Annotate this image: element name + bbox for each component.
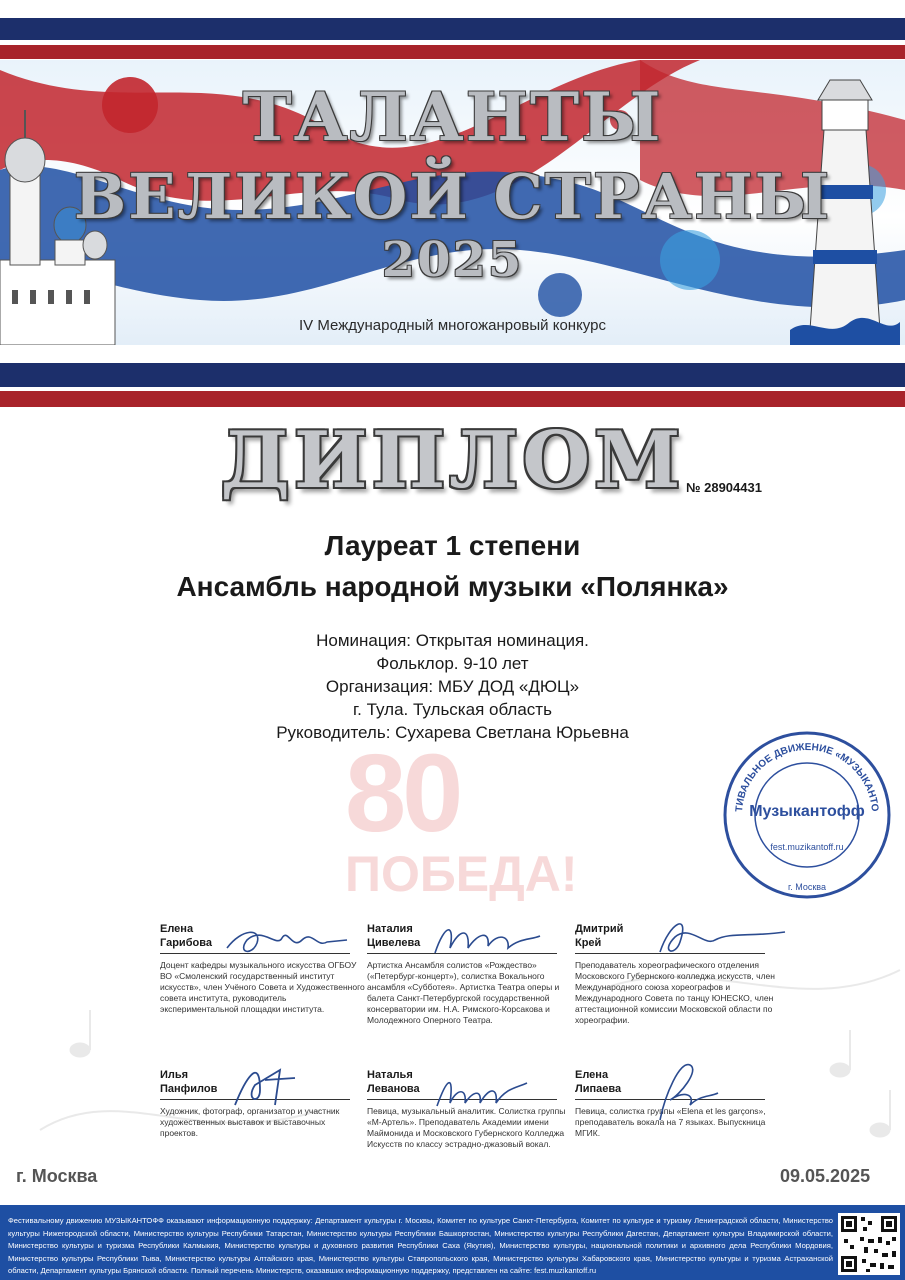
juror-description: Художник, фотограф, организатор и участник художественных выставок и выставочных проектов. [160, 1106, 340, 1138]
juror-last-name: Леванова [367, 1083, 420, 1095]
juror-last-name: Гарибова [160, 937, 212, 949]
award-title: Лауреат 1 степени [324, 530, 581, 561]
juror-description: Артистка Ансамбля солистов «Рождество» («Петербург-концерт»), солистка Вокального ансамбля «Субботея». Артистка Театра оперы и балета Санкт-Петербургской государственной консерватории им. Н.А. Римского-Корсакова и Молодежного Оперного Театра. [367, 960, 560, 1025]
footer-support-bar [0, 1205, 905, 1280]
stamp-city: г. Москва [788, 882, 826, 892]
info-nomination: Номинация: Открытая номинация. [316, 631, 589, 650]
diploma-heading: ДИПЛОМ [220, 415, 685, 506]
juror-description: Певица, музыкальный аналитик. Солистка группы «М-Артель». Преподаватель Академии имени Маймонида и Московского Губернского Колледжа Искусств по классу эстрадно-джазовый вокал. [367, 1106, 566, 1149]
juror-first-name: Елена [160, 923, 194, 935]
top-stripe-blue [0, 18, 905, 40]
signature-panfilov [225, 1050, 305, 1115]
juror-first-name: Елена [575, 1069, 609, 1081]
watermark-80: 80 [345, 732, 460, 855]
info-supervisor: Руководитель: Сухарева Светлана Юрьевна [276, 723, 629, 742]
banner-title-line1: ТАЛАНТЫ [242, 78, 663, 156]
contest-banner [0, 60, 905, 345]
juror-first-name: Илья [160, 1069, 189, 1081]
festival-stamp [722, 730, 892, 900]
juror-last-name: Цивелева [367, 937, 421, 949]
juror-last-name: Панфилов [160, 1083, 218, 1095]
top-stripe-red [0, 45, 905, 59]
juror-last-name: Липаева [575, 1083, 622, 1095]
contest-subtitle: IV Международный многожанровый конкурс [299, 317, 606, 334]
date: 09.05.2025 [780, 1166, 871, 1186]
banner-title-line2: ВЕЛИКОЙ СТРАНЫ [73, 160, 832, 233]
footer-support-text: Фестивальному движению МУЗЫКАНТОФФ оказывают информационную поддержку: Департамент культуры г. Москвы, Комитет по культуре Санкт-Петербурга, Комитет по культуре и туризму Ленинградской области, Министерство культуры Нижегородской области, Министерство культуры Республики Татарстан, Министерство культуры Республики Башкортостан, Министерство культуры Республики Дагестан, Департамент культуры Владимирской области, Министерство культуры и туризма Республики Калмыкия, Министерство культуры и духовного развития Республики Саха (Якутия), Министерство культуры, национальной политики и архивного дела Республики Мордовия, Министерство культуры Республики Тыва, Министерство культуры Алтайского края, Министерство культуры Ставропольского края, Министерство культуры Хабаровского края, Министерство культуры и туризма Астраханской области, Департамент культуры Брянской области. Полный перечень Министерств, оказавших информационную поддержку, представлен на сайте: fest.muzikantoff.ru [8, 1216, 833, 1275]
juror-first-name: Наталья [367, 1069, 413, 1081]
diploma-number: № 28904431 [686, 480, 762, 495]
juror-description: Певица, солистка группы «Elena et les garçons», преподаватель вокала на 7 языках. Выпускница МГИК. [575, 1106, 766, 1138]
qr-code-icon [838, 1213, 900, 1275]
signature-krey [650, 912, 790, 962]
juror-first-name: Наталия [367, 923, 413, 935]
stamp-site: fest.muzikantoff.ru [770, 842, 844, 852]
info-city: г. Тула. Тульская область [353, 700, 552, 719]
banner-year: 2025 [381, 232, 524, 288]
info-organization: Организация: МБУ ДОД «ДЮЦ» [325, 677, 580, 696]
ensemble-name: Ансамбль народной музыки «Полянка» [176, 571, 729, 602]
stamp-ring-text: ТИВАЛЬНОЕ ДВИЖЕНИЕ «МУЗЫКАНТО [734, 741, 880, 813]
juror-description: Доцент кафедры музыкального искусства ОГБОУ ВО «Смоленский государственный институт искусств», член Учёного Совета и Художественного совета института, руководитель экспериментальной площадки института. [160, 960, 365, 1014]
place: г. Москва [16, 1166, 98, 1186]
mid-stripe-blue [0, 363, 905, 387]
mid-stripe-red [0, 391, 905, 407]
signature-tsiveleva [430, 918, 550, 963]
signature-lipaeva [640, 1055, 720, 1125]
juror-first-name: Дмитрий [575, 923, 624, 935]
watermark-pobeda: ПОБЕДА! [345, 846, 578, 902]
juror-last-name: Крей [575, 937, 602, 949]
juror-description: Преподаватель хореографического отделения Московского Губернского колледжа искусств, член Международного союза хореографов и Международного Совета по танцу ЮНЕСКО, член аттестационной комиссии Московской области по хореографии. [575, 960, 775, 1025]
stamp-brand: Музыкантофф [749, 803, 865, 820]
signature-garibova [222, 918, 352, 963]
info-genre-age: Фольклор. 9-10 лет [376, 654, 529, 673]
signature-levanova [432, 1068, 532, 1113]
